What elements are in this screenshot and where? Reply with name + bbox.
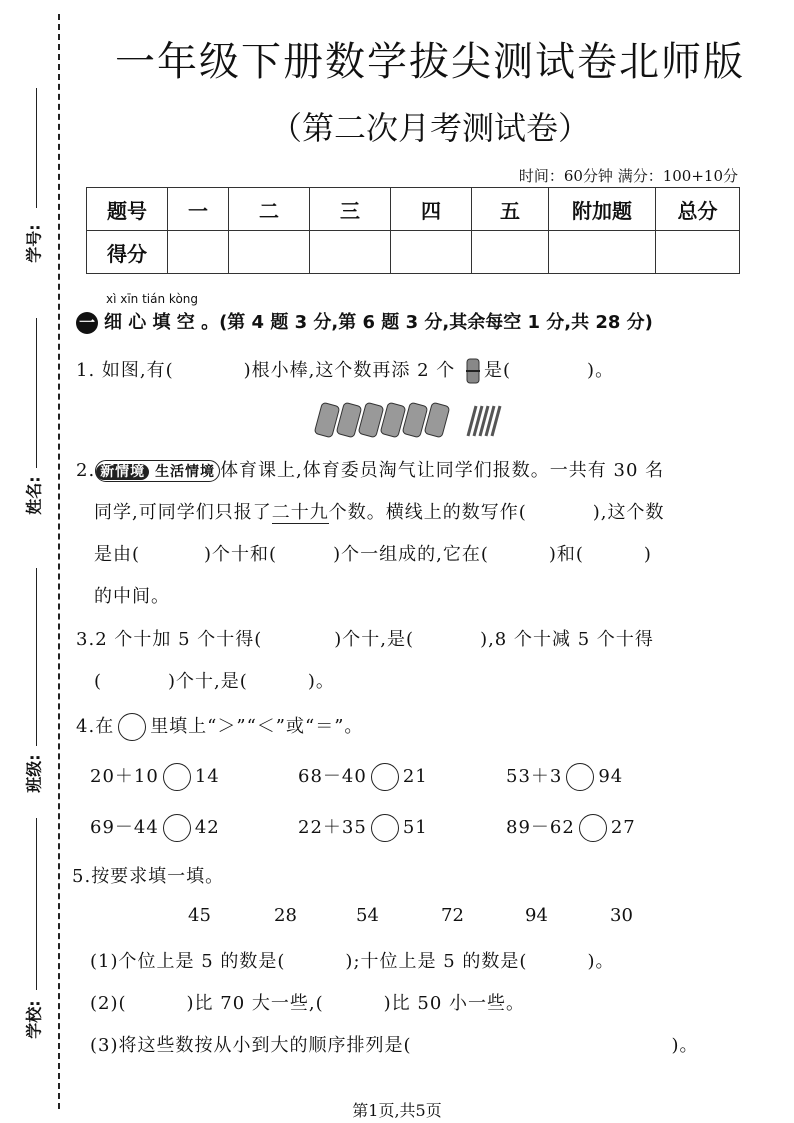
score-cell: 三	[310, 188, 391, 231]
score-table-score-row	[87, 231, 740, 274]
q1-text-d: )。	[587, 360, 615, 381]
q3-text: )个十,是(	[334, 629, 415, 650]
q2-text: )个一组成的,它在(	[333, 544, 489, 565]
stick-bundle-icon	[462, 357, 484, 385]
score-cell: 总分	[656, 188, 740, 231]
score-cell: 附加题	[549, 188, 656, 231]
single-sticks-icon	[468, 406, 500, 436]
q2-text: 个数。横线上的数写作(	[328, 502, 527, 523]
question-2-line-1	[76, 456, 664, 482]
q3-number: 3.	[76, 629, 96, 650]
number-item: 72	[441, 905, 464, 926]
compare-item	[90, 762, 220, 791]
q2-text: ),这个数	[592, 502, 665, 523]
q5-text: )。	[587, 951, 615, 972]
score-cell: 一	[168, 188, 229, 231]
score-table	[86, 187, 740, 274]
q3-text: )个十,是(	[168, 671, 248, 692]
q5-number: 5.	[72, 866, 92, 887]
q5-text: (1)个位上是 5 的数是(	[90, 951, 286, 972]
question-3-line-2	[94, 667, 335, 693]
compare-circle[interactable]	[163, 763, 191, 791]
q5-text: )比 70 大一些,(	[186, 993, 324, 1014]
question-2-line-3	[94, 540, 652, 566]
number-item: 54	[356, 905, 379, 926]
q5-text: )。	[671, 1035, 699, 1056]
life-scenario-tag: 生活情境	[155, 464, 216, 480]
section-1-title: 细 心 填 空 。(第 4 题 3 分,第 6 题 3 分,其余每空 1 分,共 28 分)	[104, 312, 653, 333]
q2-text: )和(	[548, 544, 584, 565]
score-input[interactable]	[472, 231, 549, 274]
score-cell: 题号	[87, 188, 168, 231]
compare-item	[298, 762, 428, 791]
compare-circle[interactable]	[579, 814, 607, 842]
stick-bundles-figure	[314, 402, 504, 438]
score-cell: 四	[391, 188, 472, 231]
q4-text: 里填上“＞”“＜”或“＝”。	[150, 716, 364, 737]
cut-line	[58, 14, 60, 1109]
q4-text: 在	[95, 716, 115, 737]
student-id-line[interactable]	[36, 88, 37, 208]
section-badge: 一	[76, 312, 98, 334]
expr: 42	[194, 817, 220, 838]
question-4	[76, 712, 363, 741]
expr: 89－62	[506, 817, 575, 838]
q3-text: 2 个十加 5 个十得(	[95, 629, 263, 650]
question-3-line-1	[76, 625, 654, 651]
compare-circle[interactable]	[371, 814, 399, 842]
expr: 22＋35	[298, 817, 367, 838]
expr: 21	[402, 766, 428, 787]
class-line[interactable]	[36, 568, 37, 746]
compare-item	[506, 813, 636, 842]
score-input[interactable]	[168, 231, 229, 274]
score-input[interactable]	[229, 231, 310, 274]
section-1-title-line	[76, 308, 653, 334]
page-footer: 第1页,共5页	[352, 1101, 442, 1120]
question-5-part-2	[90, 989, 525, 1015]
score-cell: 二	[229, 188, 310, 231]
q2-text: 同学,可同学们只报了	[94, 502, 272, 523]
expr: 53＋3	[506, 766, 563, 787]
page-title: 一年级下册数学拔尖测试卷北师版	[115, 39, 745, 85]
compare-item	[298, 813, 428, 842]
score-cell: 五	[472, 188, 549, 231]
compare-circle-icon	[118, 713, 146, 741]
school-label: 学校:	[24, 1000, 44, 1039]
q5-text: (2)(	[90, 993, 127, 1014]
q5-text: );十位上是 5 的数是(	[345, 951, 528, 972]
q5-title: 按要求填一填。	[91, 866, 225, 887]
class-label: 班级:	[24, 754, 44, 793]
number-item: 45	[188, 905, 211, 926]
question-5-title	[72, 862, 224, 888]
q1-text-a: 1. 如图,有(	[76, 360, 174, 381]
q3-text: ),8 个十减 5 个十得	[480, 629, 654, 650]
expr: 69－44	[90, 817, 159, 838]
page-subtitle: （第二次月考测试卷）	[269, 109, 590, 147]
expr: 94	[598, 766, 624, 787]
question-5-part-3	[90, 1031, 699, 1057]
binding-margin	[0, 0, 70, 1123]
question-5-part-1	[90, 947, 614, 973]
student-id-label: 学号:	[24, 224, 44, 263]
name-line[interactable]	[36, 318, 37, 468]
question-2-line-4: 的中间。	[94, 586, 170, 607]
q3-text: (	[94, 671, 103, 692]
compare-item	[90, 813, 220, 842]
q2-text: )	[643, 544, 652, 565]
question-2-line-2	[94, 498, 665, 524]
q2-line-1: 体育课上,体育委员淘气让同学们报数。一共有 30 名	[220, 460, 665, 481]
q1-text-b: )根小棒,这个数再添 2 个	[243, 360, 456, 381]
q2-text: )个十和(	[204, 544, 278, 565]
compare-circle[interactable]	[371, 763, 399, 791]
q2-text: 是由(	[94, 544, 141, 565]
section-1-pinyin: xì xīn tián kòng	[106, 292, 199, 306]
q5-text: )比 50 小一些。	[383, 993, 526, 1014]
q1-text-c: 是(	[484, 360, 512, 381]
number-item: 30	[610, 905, 633, 926]
expr: 20＋10	[90, 766, 159, 787]
score-input[interactable]	[656, 231, 740, 274]
q2-number: 2.	[76, 460, 96, 481]
scenario-tag	[95, 460, 220, 482]
new-scenario-tag: 新情境	[96, 464, 149, 480]
compare-circle[interactable]	[163, 814, 191, 842]
expr: 27	[610, 817, 636, 838]
score-table-header-row	[87, 188, 740, 231]
underlined-number: 二十九	[271, 502, 329, 523]
score-input[interactable]	[391, 231, 472, 274]
q3-text: )。	[307, 671, 335, 692]
q4-number: 4.	[76, 716, 96, 737]
compare-item	[506, 762, 623, 791]
name-label: 姓名:	[24, 476, 44, 515]
expr: 14	[194, 766, 220, 787]
q5-text: (3)将这些数按从小到大的顺序排列是(	[90, 1035, 412, 1056]
expr: 68－40	[298, 766, 367, 787]
score-row-label: 得分	[87, 231, 168, 274]
exam-meta: 时间：60分钟 满分：100+10分	[518, 167, 738, 185]
compare-circle[interactable]	[566, 763, 594, 791]
bundle-icon	[314, 402, 450, 438]
school-line[interactable]	[36, 818, 37, 990]
number-item: 28	[274, 905, 297, 926]
score-input[interactable]	[549, 231, 656, 274]
expr: 51	[402, 817, 428, 838]
question-1	[76, 356, 614, 385]
score-input[interactable]	[310, 231, 391, 274]
number-item: 94	[525, 905, 548, 926]
